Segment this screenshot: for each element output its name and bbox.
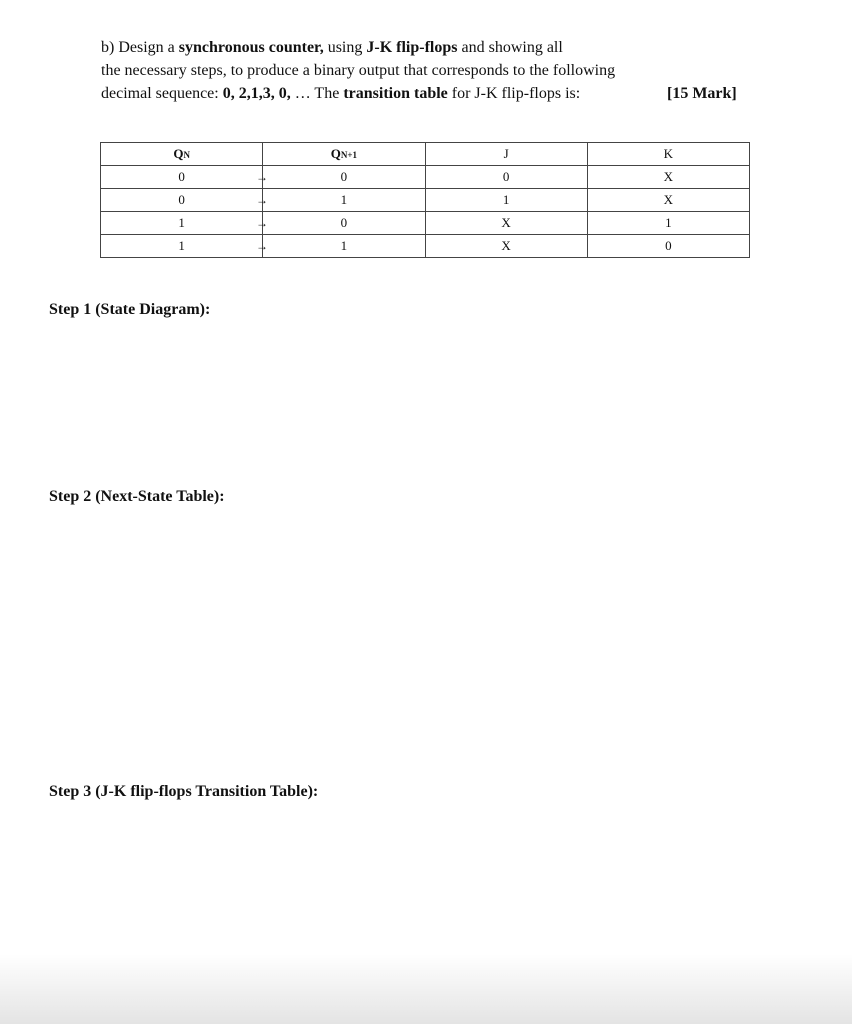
header-qn — [101, 143, 263, 166]
cell-k: 0 — [587, 235, 749, 258]
table-row — [101, 212, 750, 235]
cell-j: 0 — [425, 166, 587, 189]
question-line-2: the necessary steps, to produce a binary output that corresponds to the following — [101, 62, 616, 79]
cell-qn-value: 1 — [178, 215, 185, 230]
cell-qn — [101, 212, 268, 235]
table-row — [101, 166, 750, 189]
question-line-3 — [101, 82, 661, 105]
page-bottom-shadow — [0, 954, 852, 1024]
question-text-segment: and showing all — [457, 39, 563, 56]
marks-label: [15 Mark] — [667, 85, 737, 102]
cell-qn-value: 0 — [178, 169, 185, 184]
question-bold-segment: J-K flip-flops — [366, 39, 458, 56]
table-row — [101, 235, 750, 258]
cell-qn1: 1 — [263, 189, 425, 212]
cell-qn — [101, 166, 268, 189]
question-text — [101, 36, 661, 105]
cell-qn — [101, 189, 268, 212]
question-text-segment: b) Design a — [101, 39, 179, 56]
header-k: K — [587, 143, 749, 166]
cell-qn-value: 1 — [178, 238, 185, 253]
question-text-segment: using — [323, 39, 367, 56]
cell-qn-value: 0 — [178, 192, 185, 207]
header-qn-main: Q — [173, 146, 184, 161]
question-text-segment: for J-K flip-flops is: — [447, 85, 581, 102]
step-1-heading: Step 1 (State Diagram): — [49, 301, 211, 318]
arrow-icon: → — [256, 170, 268, 184]
cell-k: 1 — [587, 212, 749, 235]
question-line-1 — [101, 36, 661, 59]
question-bold-segment: synchronous counter, — [178, 39, 324, 56]
table-header-row — [101, 143, 750, 166]
question-bold-segment: transition table — [343, 85, 448, 102]
question-text-segment: … The — [290, 85, 344, 102]
cell-j: X — [425, 212, 587, 235]
cell-qn1: 1 — [263, 235, 425, 258]
cell-qn — [101, 235, 268, 258]
step-3-heading: Step 3 (J-K flip-flops Transition Table): — [49, 783, 319, 800]
cell-j: X — [425, 235, 587, 258]
header-j: J — [425, 143, 587, 166]
question-text-segment: decimal sequence: — [101, 85, 223, 102]
table-row — [101, 189, 750, 212]
cell-k: X — [587, 189, 749, 212]
cell-qn1: 0 — [263, 212, 425, 235]
header-qn1-sub: N+1 — [340, 150, 357, 160]
arrow-icon: → — [256, 216, 268, 230]
arrow-icon: → — [256, 239, 268, 253]
question-bold-segment: 0, 2,1,3, 0, — [222, 85, 291, 102]
jk-transition-table — [100, 142, 750, 258]
header-qn-sub: N — [183, 150, 190, 160]
header-qn1 — [263, 143, 425, 166]
arrow-icon: → — [256, 193, 268, 207]
cell-qn1: 0 — [263, 166, 425, 189]
step-2-heading: Step 2 (Next-State Table): — [49, 488, 225, 505]
header-qn1-main: Q — [330, 146, 341, 161]
cell-j: 1 — [425, 189, 587, 212]
cell-k: X — [587, 166, 749, 189]
